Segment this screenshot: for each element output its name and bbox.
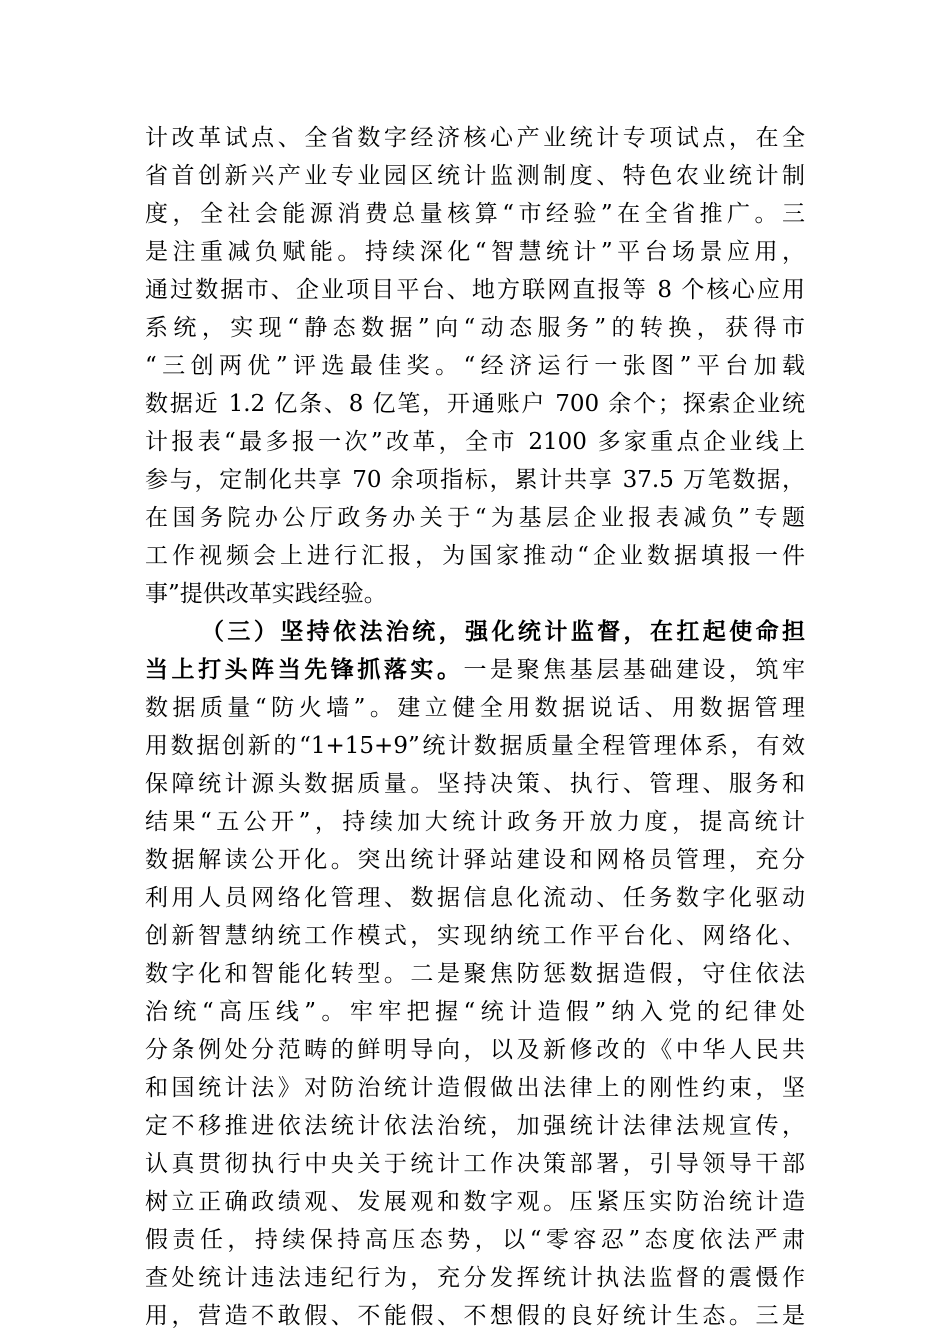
text-line: 事”提供改革实践经验。 [145, 581, 387, 607]
text-line: 结果“五公开”，持续加大统计政务开放力度，提高统计 [145, 809, 805, 835]
text-line: 治统“高压线”。牢牢把握“统计造假”纳入党的纪律处 [145, 999, 805, 1025]
paragraph-rule-of-law [145, 689, 805, 1335]
text-line: 保障统计源头数据质量。坚持决策、执行、管理、服务和 [145, 771, 805, 797]
text-line: 工作视频会上进行汇报，为国家推动“企业数据填报一件 [145, 543, 805, 569]
text-line: 利用人员网络化管理、数据信息化流动、任务数字化驱动 [145, 885, 805, 911]
text-line: 创新智慧纳统工作模式，实现纳统工作平台化、网络化、 [145, 923, 805, 949]
text-line: 数字化和智能化转型。二是聚焦防惩数据造假，守住依法 [145, 961, 805, 987]
text-line: 数据质量“防火墙”。建立健全用数据说话、用数据管理 [145, 695, 805, 721]
text-line: 数据解读公开化。突出统计驿站建设和网格员管理，充分 [145, 847, 805, 873]
document-page [145, 119, 805, 1335]
paragraph-digital-reform [145, 119, 805, 613]
text-line: 是注重减负赋能。持续深化“智慧统计”平台场景应用， [145, 239, 805, 265]
text-line: 省首创新兴产业专业园区统计监测制度、特色农业统计制 [145, 163, 805, 189]
text-line: 分条例处分范畴的鲜明导向，以及新修改的《中华人民共 [145, 1037, 805, 1063]
text-line: “三创两优”评选最佳奖。“经济运行一张图”平台加载 [145, 353, 805, 379]
section-heading-end: 当上打头阵当先锋抓落实。 [145, 656, 464, 683]
text-line: 度，全社会能源消费总量核算“市经验”在全省推广。三 [145, 201, 805, 227]
text-line: 认真贯彻执行中央关于统计工作决策部署，引导领导干部 [145, 1151, 805, 1177]
text-line: 查处统计违法违纪行为，充分发挥统计执法监督的震慑作 [145, 1265, 805, 1291]
text-line: 树立正确政绩观、发展观和数字观。压紧压实防治统计造 [145, 1189, 805, 1215]
text-line: 数据近 1.2 亿条、8 亿笔，开通账户 700 余个；探索企业统 [145, 391, 805, 417]
text-line: 计报表“最多报一次”改革，全市 2100 多家重点企业线上 [145, 429, 805, 455]
text-line: 参与，定制化共享 70 余项指标，累计共享 37.5 万笔数据， [145, 467, 805, 493]
section-heading-three: （三）坚持依法治统，强化统计监督，在扛起使命担 [201, 618, 805, 645]
text-line: 系统，实现“静态数据”向“动态服务”的转换，获得市 [145, 315, 805, 341]
text-line: 定不移推进依法统计依法治统，加强统计法律法规宣传， [145, 1113, 805, 1139]
text-line: 在国务院办公厅政务办关于“为基层企业报表减负”专题 [145, 505, 805, 531]
text-line: 用，营造不敢假、不能假、不想假的良好统计生态。三是 [145, 1303, 805, 1329]
section-heading-continuation [145, 651, 805, 689]
text-line: 和国统计法》对防治统计造假做出法律上的刚性约束，坚 [145, 1075, 805, 1101]
text-line: 通过数据市、企业项目平台、地方联网直报等 8 个核心应用 [145, 277, 805, 303]
text-line: 用数据创新的“1+15+9”统计数据质量全程管理体系，有效 [145, 733, 805, 759]
text-line: 假责任，持续保持高压态势，以“零容忍”态度依法严肃 [145, 1227, 805, 1253]
text-line: 计改革试点、全省数字经济核心产业统计专项试点，在全 [145, 125, 805, 151]
paragraph-start: 一是聚焦基层基础建设，筑牢 [463, 657, 806, 683]
